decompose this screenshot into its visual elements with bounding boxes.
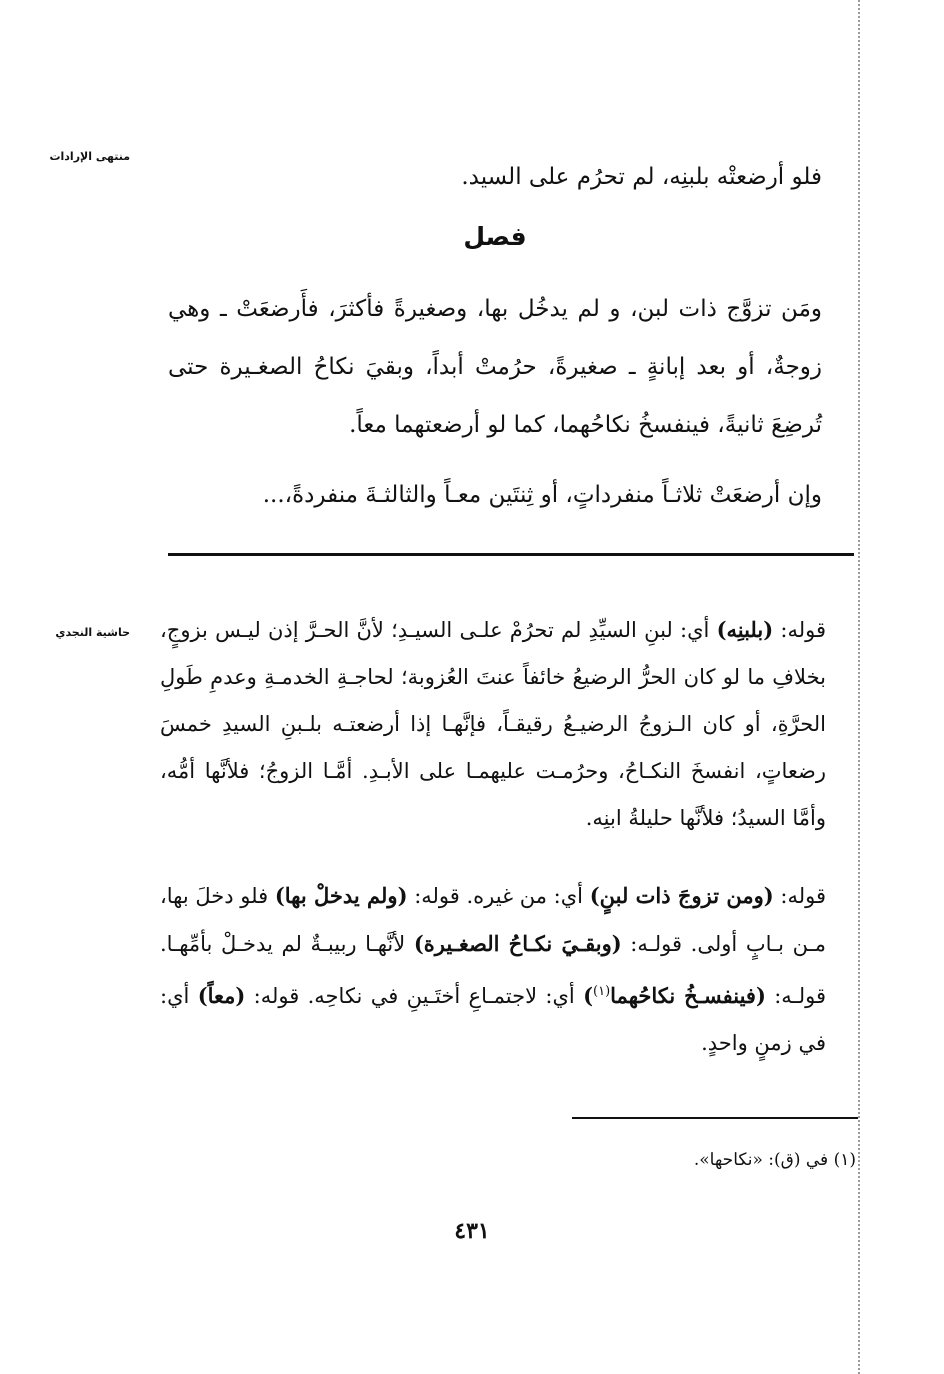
notes-p2-l: (معاً) bbox=[197, 983, 246, 1008]
side-label-hashiya: حاشية النجدي bbox=[55, 626, 130, 639]
main-paragraph-2-text: وإن أرضعَتْ ثلاثـاً منفرداتٍ، أو ثِنتَين معـاً والثالثـةَ منفردةً،... bbox=[262, 482, 822, 508]
main-paragraph-1 bbox=[168, 280, 822, 454]
footnote-rule bbox=[572, 1117, 858, 1119]
notes-p1-rest: أي: لبنِ السيِّدِ لم تحرُمْ علـى السيـدِ؛ لأنَّ الحـرَّ إذن ليـس بزوجٍ، بخلافِ ما لو كان الحرُّ الرضيعُ خائفاً عنتَ العُزوبة؛ لحاجـةِ الخدمـةِ وعدمِ طَولِ الحرَّةِ، أو كان الـزوجُ الرضيـعُ رقيقـاً، فإنَّهـا إذا أرضعتـه بلـبنِ السيدِ خمسَ رضعاتٍ، انفسخَ النكـاحُ، وحرُمـت عليهمـا على الأبـدِ. أمَّـا الزوجُ؛ فلأنَّها أمُّه، وأمَّا السيدُ؛ فلأنَّها حليلةُ ابنِه. bbox=[160, 618, 826, 830]
notes-p2-f: (وبقـيَ نكـاحُ الصغـيرة) bbox=[413, 931, 622, 956]
notes-p2-h: (فينفسـخُ نكاحُهما bbox=[610, 983, 766, 1008]
section-separator bbox=[168, 553, 854, 556]
notes-paragraph-2-text bbox=[160, 872, 826, 1067]
opening-line bbox=[168, 148, 822, 206]
notes-paragraph-1-text bbox=[160, 606, 826, 842]
side-label-muntaha: منتهى الإرادات bbox=[49, 150, 130, 163]
notes-p1-prefix: قوله: bbox=[773, 618, 826, 642]
section-heading: فصل bbox=[463, 222, 527, 251]
notes-p2-m: أي: في زمنٍ واحدٍ. bbox=[160, 984, 826, 1055]
notes-p2-d: (ولم يدخلْ بها) bbox=[274, 883, 408, 908]
notes-p2-k: أي: لاجتمـاعِ أختَـينِ في نكاحِه. قوله: bbox=[245, 984, 584, 1008]
main-paragraph-1-text: ومَن تزوَّج ذات لبن، و لم يدخُل بها، وصغيرةً فأكثرَ، فأَرضعَتْ ـ وهي زوجةٌ، أو بعد إبانةٍ ـ صغيرةً، حرُمتْ أبداً، وبقيَ نكاحُ الصغـيرة حتى تُرضِعَ ثانيةً، فينفسخُ نكاحُهما، كما لو أرضعتهما معاً. bbox=[168, 296, 822, 438]
page-number: ٤٣١ bbox=[454, 1218, 490, 1244]
notes-p2-c: أي: من غيره. قوله: bbox=[407, 884, 590, 908]
notes-p2-e: فلو دخلَ بها، مـن بـابٍ أولى. قولـه: bbox=[160, 884, 826, 956]
footnote-marker: (١) bbox=[593, 984, 611, 999]
notes-p2-j: ) bbox=[583, 983, 594, 1008]
notes-p2-a: قوله: bbox=[773, 884, 826, 908]
notes-paragraph-2 bbox=[160, 872, 826, 1067]
notes-p1-bold: (بلبنِه) bbox=[716, 617, 774, 642]
notes-p2-g: لأنَّهـا ربيبـةٌ لم يدخـلْ بأمِّهـا. قولـه: bbox=[160, 932, 826, 1008]
notes-paragraph-1 bbox=[160, 606, 826, 842]
notes-p2-b: (ومن تزوجَ ذات لبنٍ) bbox=[589, 883, 774, 908]
page-edge-dotted-line bbox=[858, 0, 860, 1374]
footnote-text: (١) في (ق): «نكاحها». bbox=[693, 1150, 856, 1170]
main-paragraph-2 bbox=[168, 466, 822, 524]
opening-line-text: فلو أرضعتْه بلبنِه، لم تحرُم على السيد. bbox=[461, 164, 822, 190]
